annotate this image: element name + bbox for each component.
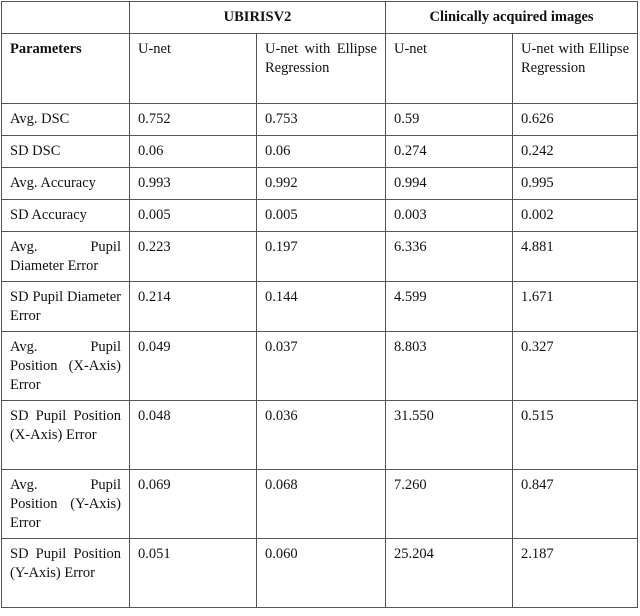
value-cell: 0.049 — [130, 332, 257, 401]
value-cell: 0.274 — [386, 136, 513, 168]
value-cell: 0.005 — [257, 200, 386, 232]
value-cell: 0.037 — [257, 332, 386, 401]
parameter-cell: Avg. Pupil Position (X-Axis) Error — [2, 332, 130, 401]
value-cell: 0.752 — [130, 104, 257, 136]
value-cell: 0.515 — [513, 401, 638, 470]
value-cell: 0.626 — [513, 104, 638, 136]
value-cell: 0.06 — [130, 136, 257, 168]
value-cell: 31.550 — [386, 401, 513, 470]
value-cell: 0.069 — [130, 470, 257, 539]
value-cell: 0.051 — [130, 539, 257, 608]
value-cell: 0.068 — [257, 470, 386, 539]
value-cell: 6.336 — [386, 232, 513, 282]
value-cell: 1.671 — [513, 282, 638, 332]
table-row — [2, 332, 638, 401]
value-cell: 0.993 — [130, 168, 257, 200]
value-cell: 0.753 — [257, 104, 386, 136]
value-cell: 0.036 — [257, 401, 386, 470]
value-cell: 0.06 — [257, 136, 386, 168]
subheader-unet-ellipse-ubiris: U-net with Ellipse Regression — [257, 34, 386, 104]
group-header-row — [2, 2, 638, 34]
value-cell: 4.881 — [513, 232, 638, 282]
parameter-cell: SD DSC — [2, 136, 130, 168]
table-row — [2, 200, 638, 232]
value-cell: 0.214 — [130, 282, 257, 332]
value-cell: 0.327 — [513, 332, 638, 401]
table-row — [2, 470, 638, 539]
table-row — [2, 539, 638, 608]
table-row — [2, 104, 638, 136]
subheader-unet-clinical: U-net — [386, 34, 513, 104]
value-cell: 8.803 — [386, 332, 513, 401]
empty-corner-cell — [2, 2, 130, 34]
value-cell: 0.223 — [130, 232, 257, 282]
value-cell: 0.995 — [513, 168, 638, 200]
table-row — [2, 168, 638, 200]
subheader-unet-ubiris: U-net — [130, 34, 257, 104]
value-cell: 0.197 — [257, 232, 386, 282]
parameter-cell: Avg. Pupil Position (Y-Axis) Error — [2, 470, 130, 539]
value-cell: 0.003 — [386, 200, 513, 232]
parameter-cell: SD Pupil Position (Y-Axis) Error — [2, 539, 130, 608]
table-row — [2, 401, 638, 470]
value-cell: 0.994 — [386, 168, 513, 200]
value-cell: 0.59 — [386, 104, 513, 136]
value-cell: 0.048 — [130, 401, 257, 470]
value-cell: 0.992 — [257, 168, 386, 200]
parameter-cell: Avg. Accuracy — [2, 168, 130, 200]
value-cell: 0.847 — [513, 470, 638, 539]
table-row — [2, 282, 638, 332]
parameter-cell: SD Pupil Diameter Error — [2, 282, 130, 332]
subheader-row — [2, 34, 638, 104]
parameter-cell: Avg. DSC — [2, 104, 130, 136]
subheader-unet-ellipse-clinical: U-net with Ellipse Regression — [513, 34, 638, 104]
table-row — [2, 136, 638, 168]
value-cell: 25.204 — [386, 539, 513, 608]
value-cell: 0.242 — [513, 136, 638, 168]
parameters-header: Parameters — [2, 34, 130, 104]
value-cell: 7.260 — [386, 470, 513, 539]
parameter-cell: Avg. Pupil Diameter Error — [2, 232, 130, 282]
parameter-cell: SD Pupil Position (X-Axis) Error — [2, 401, 130, 470]
value-cell: 4.599 — [386, 282, 513, 332]
value-cell: 2.187 — [513, 539, 638, 608]
group-header-clinical: Clinically acquired images — [386, 2, 638, 34]
value-cell: 0.060 — [257, 539, 386, 608]
value-cell: 0.002 — [513, 200, 638, 232]
value-cell: 0.005 — [130, 200, 257, 232]
parameter-cell: SD Accuracy — [2, 200, 130, 232]
table-row — [2, 232, 638, 282]
value-cell: 0.144 — [257, 282, 386, 332]
results-table — [1, 1, 638, 608]
group-header-ubirisv2: UBIRISV2 — [130, 2, 386, 34]
